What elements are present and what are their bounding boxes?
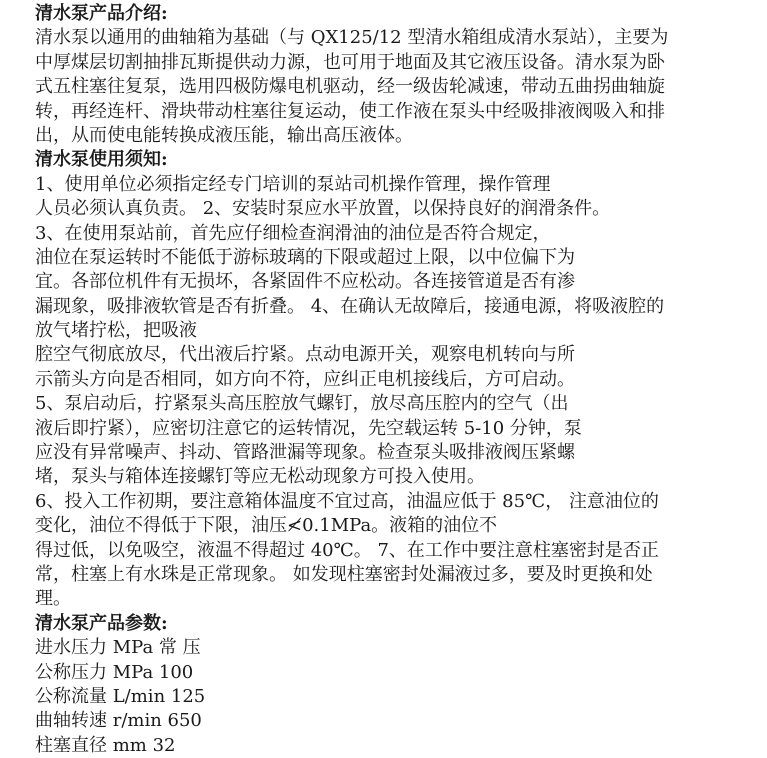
text-line: 6、投入工作初期，要注意箱体温度不宜过高，油温应低于 85℃， 注意油位的 xyxy=(35,490,659,512)
text-line: 式五柱塞往复泵，选用四极防爆电机驱动，经一级齿轮减速，带动五曲拐曲轴旋 xyxy=(35,76,665,98)
text-line: 示箭头方向是否相同，如方向不符，应纠正电机接线后，方可启动。 xyxy=(35,368,575,390)
section-heading: 清水泵使用须知: xyxy=(35,149,168,171)
text-line: 1、使用单位必须指定经专门培训的泵站司机操作管理，操作管理 xyxy=(35,173,551,195)
text-line: 宜。各部位机件有无损坏，各紧固件不应松动。各连接管道是否有渗 xyxy=(35,271,575,293)
document-body xyxy=(35,2,703,758)
text-line: 中厚煤层切割抽排瓦斯提供动力源，也可用于地面及其它液压设备。清水泵为卧 xyxy=(35,51,665,73)
text-line: 腔空气彻底放尽，代出液后拧紧。点动电源开关，观察电机转向与所 xyxy=(35,344,575,366)
section-heading: 清水泵产品介绍: xyxy=(35,3,168,24)
text-line: 公称压力 MPa 100 xyxy=(35,661,194,683)
text-line: 油位在泵运转时不能低于游标玻璃的下限或超过上限，以中位偏下为 xyxy=(35,246,575,268)
text-line: 公称流量 L/min 125 xyxy=(35,685,206,707)
text-line: 人员必须认真负责。 2、安装时泵应水平放置，以保持良好的润滑条件。 xyxy=(35,198,611,220)
text-line: 应没有异常噪声、抖动、管路泄漏等现象。检查泵头吸排液阀压紧螺 xyxy=(35,442,575,464)
text-line: 进水压力 MPa 常 压 xyxy=(35,637,201,659)
text-line: 理。 xyxy=(35,588,71,610)
text-line: 3、在使用泵站前，首先应仔细检查润滑油的油位是否符合规定， xyxy=(35,222,551,244)
text-line: 曲轴转速 r/min 650 xyxy=(35,710,202,732)
section-heading: 清水泵产品参数: xyxy=(35,612,168,634)
text-line: 变化，油位不得低于下限，油压≮0.1MPa。液箱的油位不 xyxy=(35,515,498,537)
text-line: 出，从而使电能转换成液压能，输出高压液体。 xyxy=(35,124,413,146)
text-line: 液后即拧紧），应密切注意它的运转情况，先空载运转 5-10 分钟，泵 xyxy=(35,417,582,439)
text-line: 转，再经连杆、滑块带动柱塞往复运动，使工作液在泵头中经吸排液阀吸入和排 xyxy=(35,100,665,122)
text-line: 5、泵启动后，拧紧泵头高压腔放气螺钉，放尽高压腔内的空气（出 xyxy=(35,393,569,415)
text-line: 清水泵以通用的曲轴箱为基础（与 QX125/12 型清水箱组成清水泵站），主要为 xyxy=(35,27,669,49)
text-line: 堵，泵头与箱体连接螺钉等应无松动现象方可投入使用。 xyxy=(35,466,485,488)
text-line: 得过低，以免吸空，液温不得超过 40℃。 7、在工作中要注意柱塞密封是否正 xyxy=(35,539,659,561)
text-line: 漏现象，吸排液软管是否有折叠。 4、在确认无故障后，接通电源，将吸液腔的 xyxy=(35,295,665,317)
text-line: 柱塞直径 mm 32 xyxy=(35,734,176,756)
text-line: 放气堵拧松，把吸液 xyxy=(35,320,197,342)
text-line: 常，柱塞上有水珠是正常现象。 如发现柱塞密封处漏液过多，要及时更换和处 xyxy=(35,563,653,585)
